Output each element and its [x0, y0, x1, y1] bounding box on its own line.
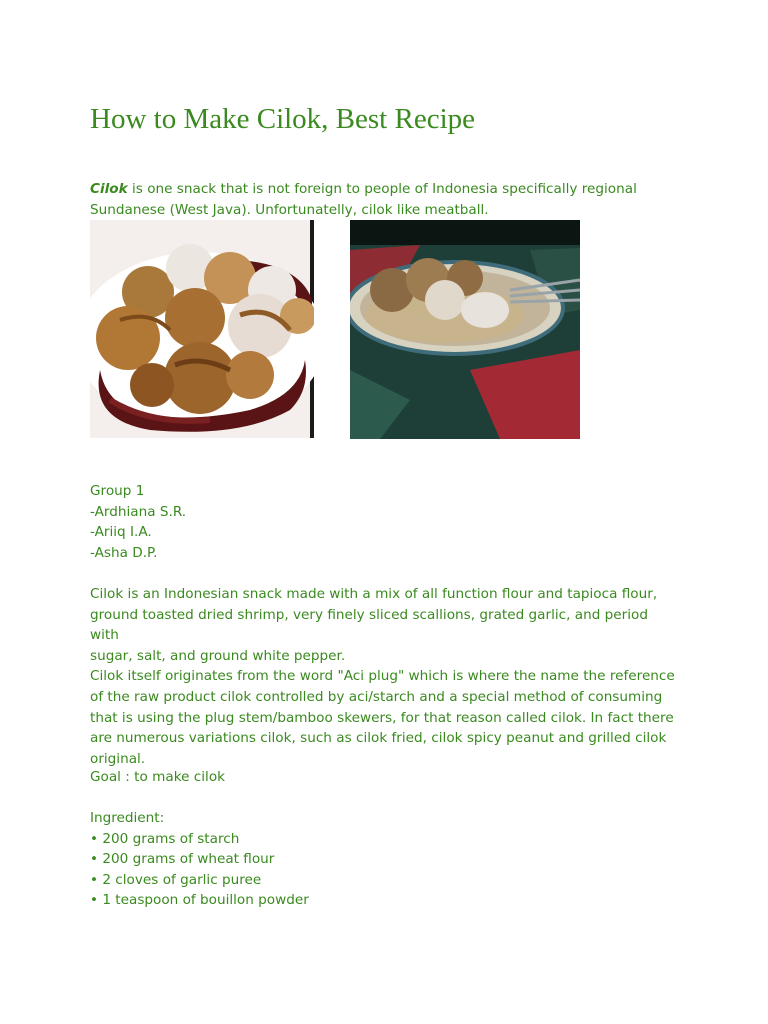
group-member: -Asha D.P. — [90, 544, 158, 561]
intro-line-1-rest: is one snack that is not foreign to people of Indonesia specifically regional — [127, 181, 637, 197]
ingredient-item: • 200 grams of starch — [90, 830, 240, 847]
description-line: that is using the plug stem/bamboo skewers, for that reason called cilok. In fact there — [90, 709, 674, 726]
intro-line-1 — [90, 179, 690, 200]
cilok-photo-left — [90, 220, 314, 438]
page-title: How to Make Cilok, Best Recipe — [90, 103, 476, 135]
description-line: of the raw product cilok controlled by aci/starch and a special method of consuming — [90, 688, 663, 705]
description-line: Cilok is an Indonesian snack made with a mix of all function flour and tapioca flour, — [90, 586, 658, 602]
group-member: -Ariiq I.A. — [90, 524, 152, 541]
goal-line: Goal : to make cilok — [90, 769, 226, 785]
cilok-plate-photo-peanut-sauce — [90, 220, 314, 438]
cilok-photo-right — [350, 220, 580, 439]
group-member: -Ardhiana S.R. — [90, 503, 187, 520]
group-section — [90, 481, 690, 563]
group-heading: Group 1 — [90, 483, 145, 499]
description-line: sugar, salt, and ground white pepper. — [90, 647, 346, 664]
ingredient-item: • 2 cloves of garlic puree — [90, 871, 262, 888]
cilok-plate-photo-green-tablecloth — [350, 220, 580, 439]
description-line: are numerous variations cilok, such as cilok fried, cilok spicy peanut and grilled cilok — [90, 730, 667, 747]
description-line: original. — [90, 750, 146, 767]
cilok-term: Cilok — [90, 181, 128, 197]
ingredient-item: • 1 teaspoon of bouillon powder — [90, 892, 309, 909]
ingredients-section — [90, 808, 690, 911]
ingredient-item: • 200 grams of wheat flour — [90, 851, 275, 868]
description-line: Cilok itself originates from the word "Aci plug" which is where the name the reference — [90, 668, 675, 685]
intro-line-2: Sundanese (West Java). Unfortunatelly, cilok like meatball. — [90, 201, 489, 218]
ingredients-heading: Ingredient: — [90, 810, 165, 826]
description-paragraph — [90, 584, 680, 769]
description-line: ground toasted dried shrimp, very finely sliced scallions, grated garlic, and period with — [90, 606, 648, 644]
intro-paragraph — [90, 179, 690, 220]
